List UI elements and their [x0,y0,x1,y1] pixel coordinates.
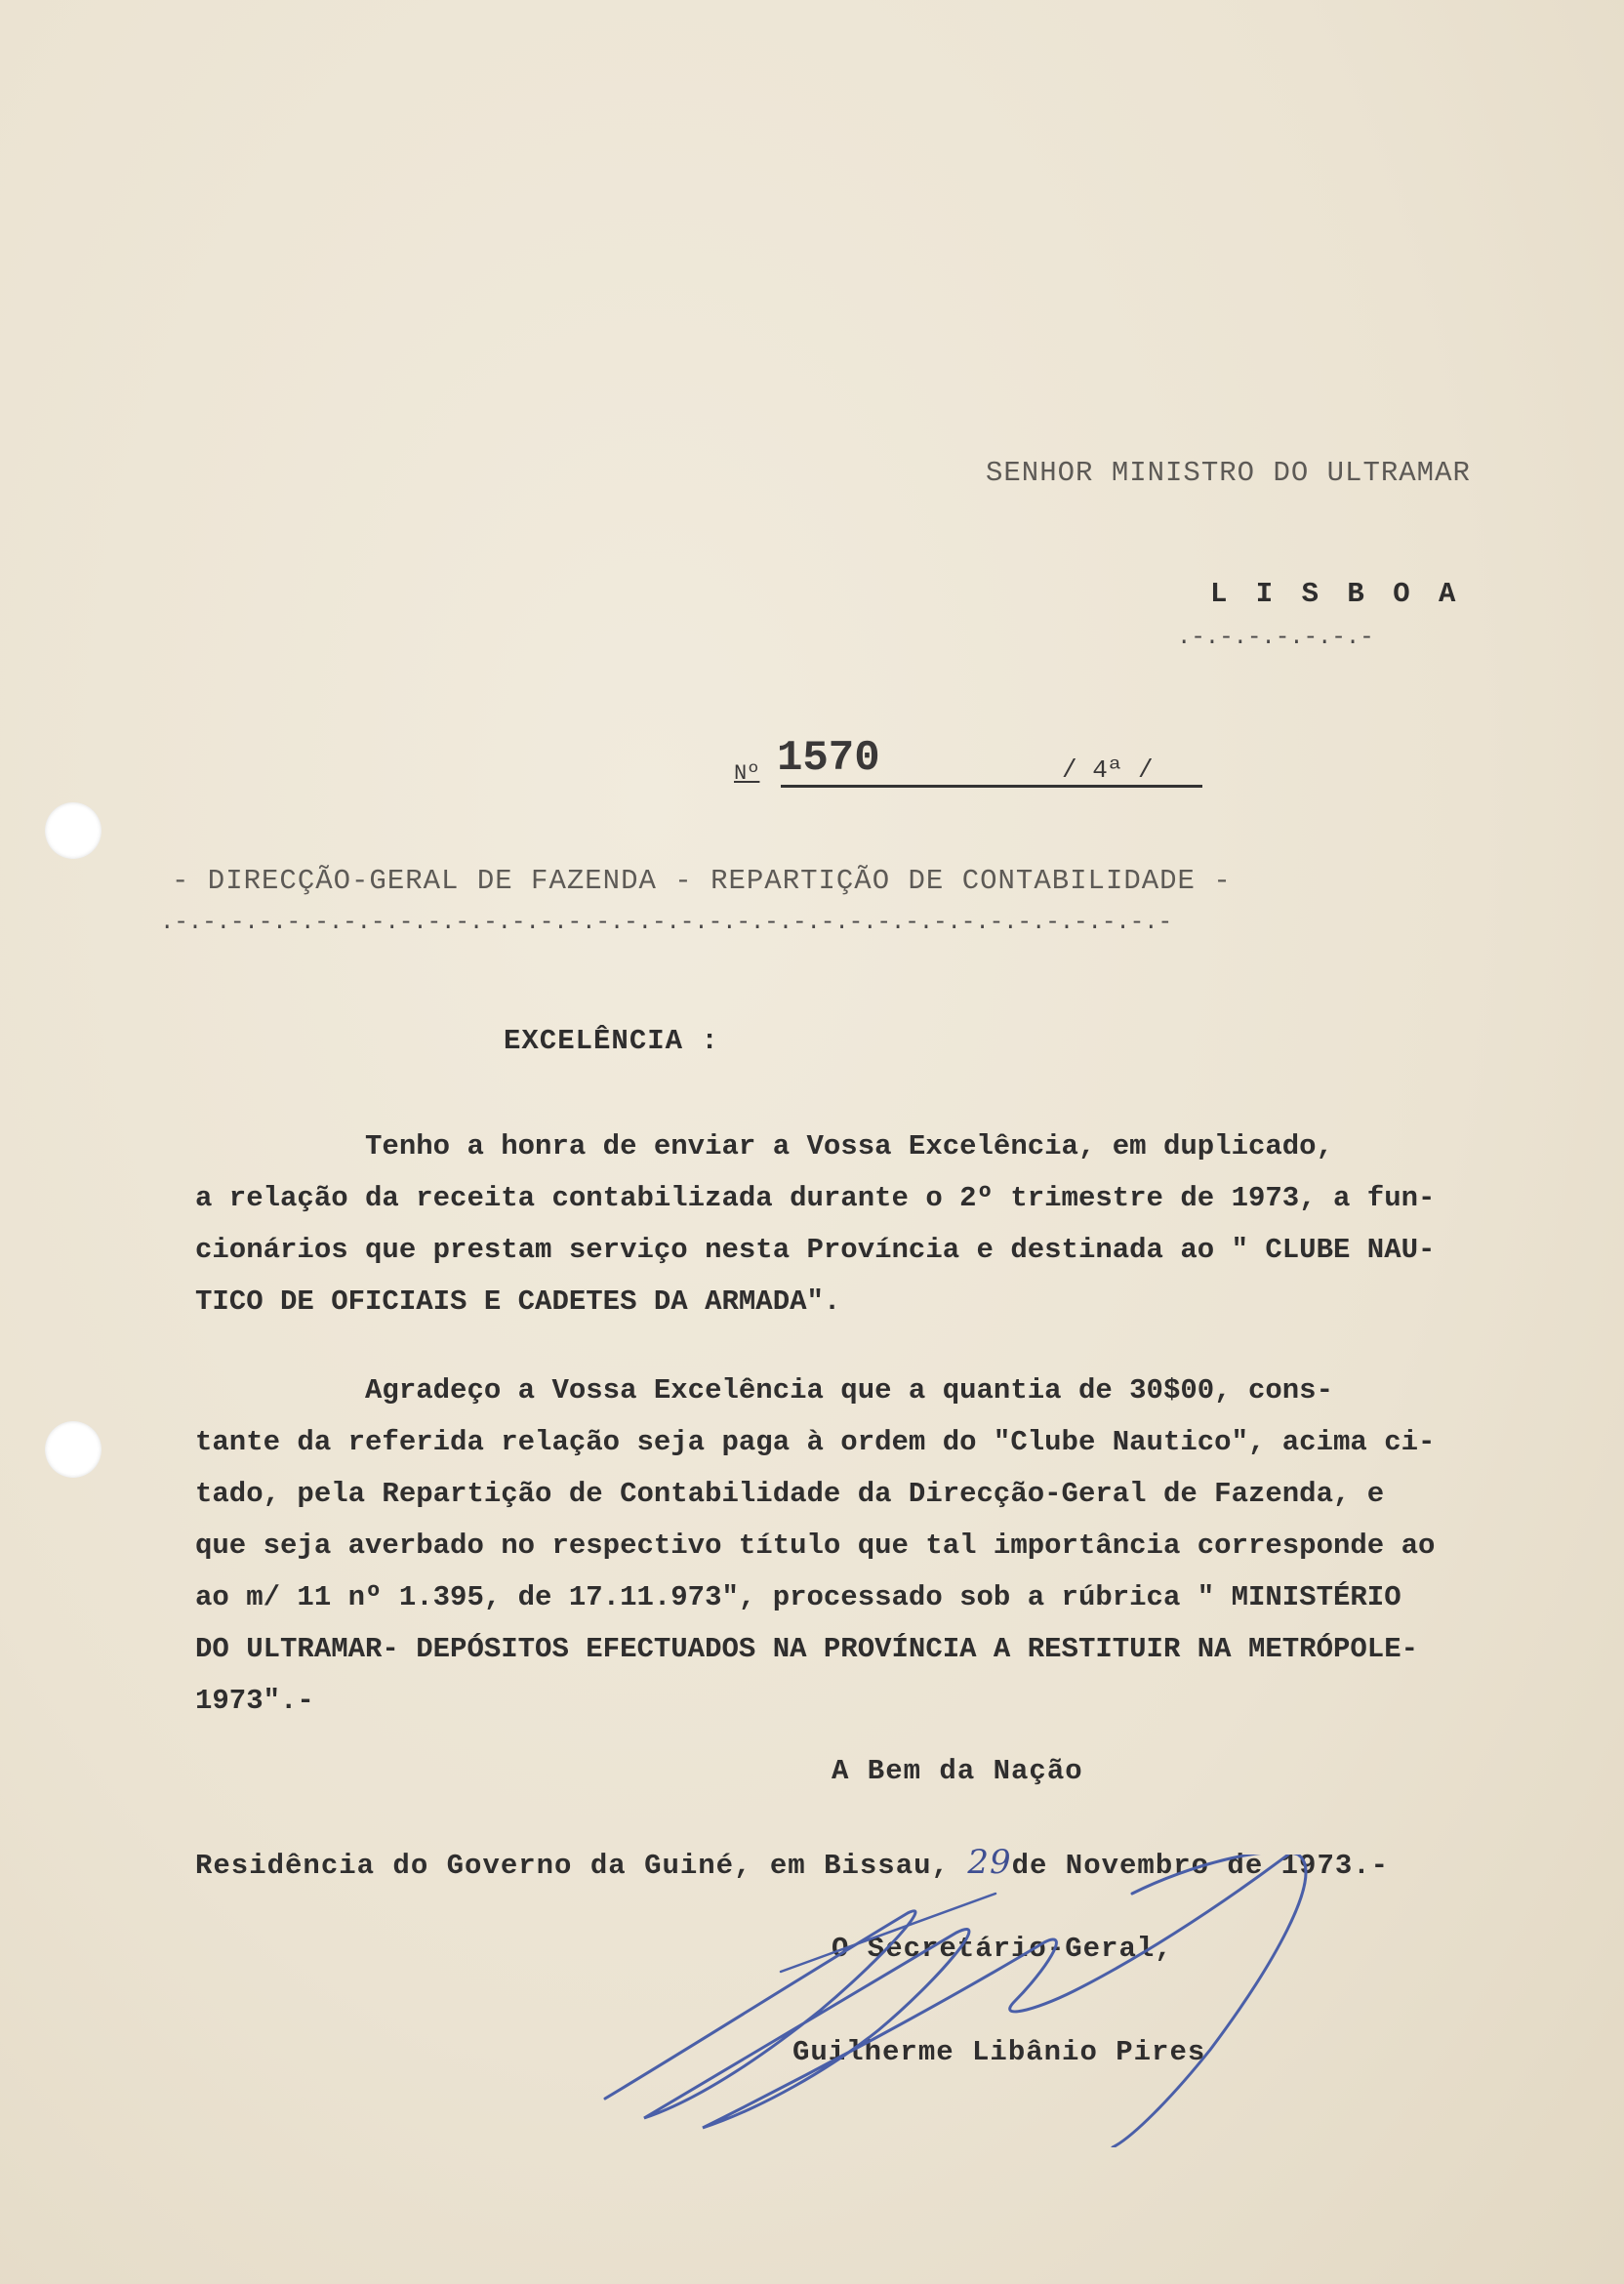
reference-number: 1570 [777,734,880,783]
punch-hole-top [45,802,102,859]
signer-title: O Secretário-Geral, [832,1933,1173,1965]
paragraph-1-line: a relação da receita contabilizada durante o 2º trimestre de 1973, a fun- [195,1182,1436,1214]
handwritten-signature [586,1855,1327,2147]
city-underline: .-.-.-.-.-.-.- [1177,625,1374,651]
place-prefix: Residência do Governo da Guiné, em Bissau, [195,1850,950,1882]
handwritten-day: 29 [967,1843,1012,1882]
department-underline: .-.-.-.-.-.-.-.-.-.-.-.-.-.-.-.-.-.-.-.-.-.-.-.-.-.-.-.-.-.-.-.-.-.-.-.- [160,910,1172,936]
paragraph-1-line: cionários que prestam serviço nesta Província e destinada ao " CLUBE NAU- [195,1234,1436,1266]
paragraph-2-line: tado, pela Repartição de Contabilidade da Direcção-Geral de Fazenda, e [195,1478,1385,1510]
paragraph-2-line: DO ULTRAMAR- DEPÓSITOS EFECTUADOS NA PROVÍNCIA A RESTITUIR NA METRÓPOLE- [195,1633,1419,1665]
paragraph-1-line: Tenho a honra de enviar a Vossa Excelência, em duplicado, [195,1130,1333,1162]
reference-suffix: / 4ª / [1062,755,1154,785]
paragraph-2 [195,1365,1601,1727]
paragraph-2-line: 1973".- [195,1685,314,1717]
place-suffix: de Novembro de 1973.- [1011,1850,1390,1882]
signer-name: Guilherme Libânio Pires [792,2036,1206,2068]
reference-underline [781,785,1202,788]
punch-hole-bottom [45,1421,102,1478]
paragraph-2-line: tante da referida relação seja paga à ordem do "Clube Nautico", acima ci- [195,1426,1436,1458]
paragraph-2-line: Agradeço a Vossa Excelência que a quantia de 30$00, cons- [195,1374,1333,1407]
paragraph-1-line: TICO DE OFICIAIS E CADETES DA ARMADA". [195,1285,841,1318]
department-heading: - DIRECÇÃO-GERAL DE FAZENDA - REPARTIÇÃO DE CONTABILIDADE - [172,865,1232,897]
closing-formula: A Bem da Nação [832,1755,1083,1787]
city-heading: L I S B O A [1210,578,1462,610]
addressee: SENHOR MINISTRO DO ULTRAMAR [986,457,1471,489]
paragraph-1 [195,1121,1601,1327]
reference-prefix: Nº [734,761,760,786]
salutation: EXCELÊNCIA : [504,1025,719,1057]
paragraph-2-line: ao m/ 11 nº 1.395, de 17.11.973", processado sob a rúbrica " MINISTÉRIO [195,1581,1401,1613]
paragraph-2-line: que seja averbado no respectivo título que tal importância corresponde ao [195,1529,1436,1562]
reference-number-block [734,734,1202,793]
